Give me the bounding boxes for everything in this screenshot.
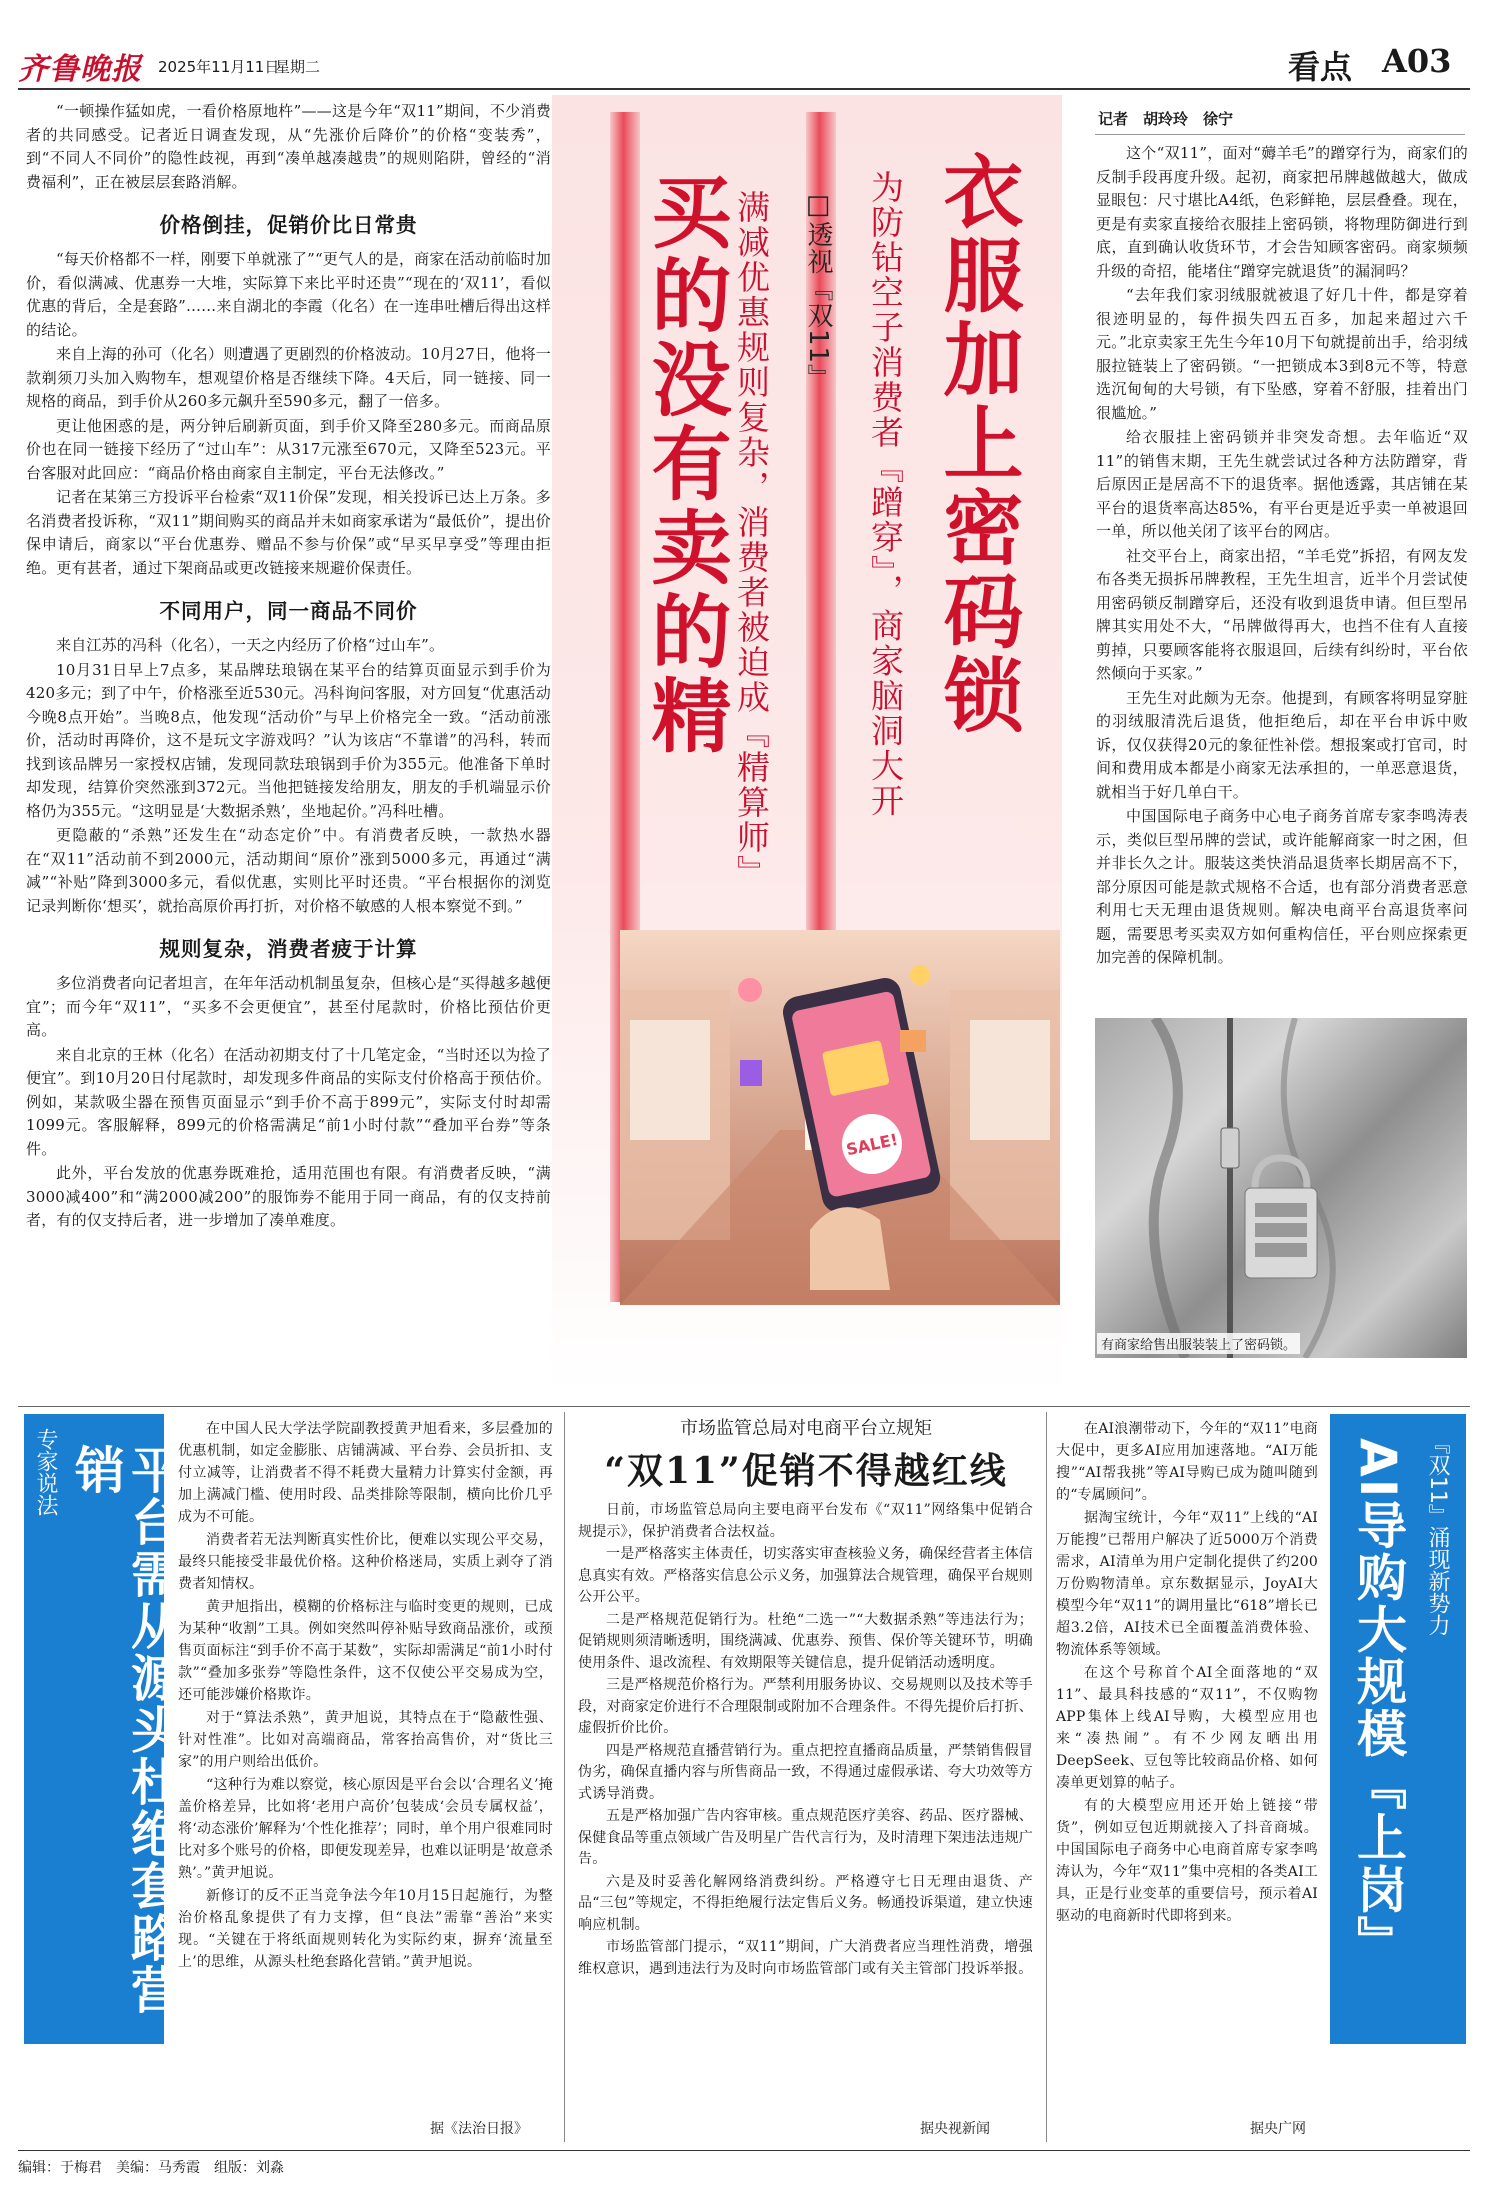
subhead-different-users: 不同用户，同一商品不同价: [159, 599, 418, 623]
right-article: [1096, 142, 1468, 971]
expert-label: 专家说法: [33, 1428, 58, 1516]
subhead-price-inversion: 价格倒挂，促销价比日常贵: [159, 213, 418, 237]
body-paragraph: 来自北京的王林（化名）在活动初期支付了十几笔定金，“当时还以为捡了便宜”。到10月20日付尾款时，却发现多件商品的实际支付价格高于预估价。例如，某款吸尘器在预售页面显示“到手价不高于899元”，实际支付时却需1099元。客服解释，899元的价格需满足“前1小时付款”“叠加平台券”等条件。: [26, 1045, 551, 1158]
expert-source: 据《法治日报》: [430, 2121, 528, 2137]
regulation-kicker: 市场监管总局对电商平台立规矩: [680, 1418, 932, 1439]
footer-credits: 编辑：于梅君 美编：马秀霞 组版：刘淼: [18, 2160, 284, 2176]
left-article: [26, 100, 551, 1234]
expert-article: [178, 1418, 553, 1974]
body-paragraph: 中国国际电子商务中心电子商务首席专家李鸣涛表示，类似巨型吊牌的尝试，或许能解商家一时之困，但并非长久之计。服装这类快消品退货率长期居高不下，部分原因可能是款式规格不合适，也有部分消费者恶意利用七天无理由退货规则。解决电商平台高退货率问题，需要思考买卖双方如何重构信任，平台则应探索更加完善的保障机制。: [1096, 807, 1468, 966]
ai-title: AI导购大规模『上岗』: [1349, 1438, 1407, 1968]
body-paragraph: 这个“双11”，面对“薅羊毛”的蹭穿行为，商家们的反制手段再度升级。起初，商家把吊牌越做越大，做成显眼包：尺寸堪比A4纸，色彩鲜艳，层层叠叠。现在，更是有卖家直接给衣服挂上密码锁，将物理防御进行到底，直到确认收货环节，才会告知顾客密码。商家频频升级的奇招，能堵住“蹭穿完就退货”的漏洞吗？: [1096, 144, 1468, 280]
intro-paragraph: “一顿操作猛如虎，一看价格原地杵”——这是今年“双11”期间，不少消费者的共同感受。记者近日调查发现，从“先涨价后降价”的价格“变装秀”，到“不同人不同价”的隐性歧视，再到“凑单越凑越贵”的规则陷阱，曾经的“消费福利”，正在被层层套路消解。: [26, 102, 551, 191]
body-paragraph: 更隐蔽的“杀熟”还发生在“动态定价”中。有消费者反映，一款热水器在“双11”活动前不到2000元，活动期间“原价”涨到5000多元，再通过“满减”“补贴”降到3000多元，看似优惠，实则比平时还贵。“平台根据你的浏览记录判断你‘想买’，就抬高原价再打折，对价格不敏感的人根本察觉不到。”: [26, 826, 551, 915]
feature-subheadline-left: 满减优惠规则复杂，消费者被迫成『精算师』: [732, 190, 771, 890]
body-paragraph: 消费者若无法判断真实性价比，便难以实现公平交易，最终只能接受非最优价格。这种价格迷局，实质上剥夺了消费者知情权。: [178, 1532, 553, 1592]
regulation-source: 据央视新闻: [920, 2121, 990, 2137]
body-paragraph: 来自上海的孙可（化名）则遭遇了更剧烈的价格波动。10月27日，他将一款剃须刀头加入购物车，想观望价格是否继续下降。4天后，同一链接、同一规格的商品，到手价从260多元飙升至590多元，翻了一倍多。: [26, 345, 551, 410]
body-paragraph: 黄尹旭指出，模糊的价格标注与临时变更的规则，已成为某种“收割”工具。例如突然叫停补贴导致商品涨价，或预售页面标注“到手价不高于某数”，实际却需满足“前1小时付款”“叠加多张券”等隐性条件，这不仅使公平交易成为空，还可能涉嫌价格欺诈。: [178, 1599, 553, 1703]
body-paragraph: 记者在某第三方投诉平台检索“双11价保”发现，相关投诉已达上万条。多名消费者投诉称，“双11”期间购买的商品并未如商家承诺为“最低价”，提出价保申请后，商家以“平台优惠券、赠品不参与价保”或“早买早享受”等理由拒绝。更有甚者，通过下架商品或更改链接来规避价保责任。: [26, 488, 551, 577]
masthead: 齐鲁晚报: [18, 52, 142, 87]
ai-article: [1056, 1418, 1318, 1928]
body-paragraph: 日前，市场监管总局向主要电商平台发布《“双11”网络集中促销合规提示》，保护消费者合法权益。: [578, 1502, 1033, 1540]
body-paragraph: 五是严格加强广告内容审核。重点规范医疗美容、药品、医疗器械、保健食品等重点领域广告及明星广告代言行为，及时清理下架违法违规广告。: [578, 1808, 1033, 1867]
body-paragraph: 社交平台上，商家出招，“羊毛党”拆招，有网友发布各类无损拆吊牌教程，王先生坦言，近半个月尝试使用密码锁反制蹭穿后，还没有收到退货申请。但巨型吊牌其实用处不大，“吊牌做得再大，也挡不住有人直接剪掉，只要顾客能将衣服退回，后续有纠纷时，平台依然倾向于买家。”: [1096, 546, 1468, 682]
byline: 记者 胡玲玲 徐宁: [1098, 110, 1234, 128]
jacket-lock-photo: [1095, 1018, 1467, 1358]
ai-panel: [1330, 1414, 1466, 2044]
mall-scene-svg: [620, 930, 1060, 1305]
body-paragraph: 多位消费者向记者坦言，在年年活动机制虽复杂，但核心是“买得越多越便宜”；而今年“双11”，“买多不会更便宜”，甚至付尾款时，价格比预估价更高。: [26, 974, 551, 1039]
regulation-article: [578, 1500, 1033, 1981]
body-paragraph: 此外，平台发放的优惠券既难抢，适用范围也有限。有消费者反映，“满3000减400”和“满2000减200”的服饰券不能用于同一商品，有的仅支持前者，有的仅支持后者，进一步增加了凑单难度。: [26, 1164, 551, 1229]
body-paragraph: 市场监管部门提示，“双11”期间，广大消费者应当理性消费，增强维权意识，遇到违法行为及时向市场监管部门或有关主管部门投诉举报。: [578, 1939, 1033, 1977]
shopping-illustration: [620, 930, 1060, 1305]
body-paragraph: 新修订的反不正当竞争法今年10月15日起施行，为整治价格乱象提供了有力支撑，但“良法”需靠“善治”来实现。“关键在于将纸面规则转化为实际约束，摒弃‘流量至上’的思维，从源头杜绝套路化营销。”黄尹旭说。: [178, 1888, 553, 1970]
body-paragraph: “每天价格都不一样，刚要下单就涨了”“更气人的是，商家在活动前临时加价，看似满减、优惠券一大堆，实际算下来比平时还贵”“现在的‘双11’，看似优惠的背后，全是套路”……来自湖北的李霞（化名）在一连串吐槽后得出这样的结论。: [26, 250, 551, 339]
body-paragraph: 在中国人民大学法学院副教授黄尹旭看来，多层叠加的优惠机制，如定金膨胀、店铺满减、平台券、会员折扣、支付立减等，让消费者不得不耗费大量精力计算实付金额，再加上满减门槛、使用时段、品类排除等限制，横向比价几乎成为不可能。: [178, 1421, 553, 1525]
feature-subheadline-right: 为防钻空子消费者『蹭穿』，商家脑洞大开: [866, 170, 905, 819]
body-paragraph: 在AI浪潮带动下，今年的“双11”电商大促中，更多AI应用加速落地。“AI万能搜”“AI帮我挑”等AI导购已成为随叫随到的“专属顾问”。: [1056, 1421, 1318, 1503]
issue-weekday: 星期二: [275, 58, 321, 76]
subhead-complex-rules: 规则复杂，消费者疲于计算: [159, 937, 418, 961]
body-paragraph: 对于“算法杀熟”，黄尹旭说，其特点在于“隐蔽性强、针对性准”。比如对高端商品，常客抬高售价，对“货比三家”的用户则给出低价。: [178, 1710, 553, 1770]
feature-headline-left: 买的没有卖的精: [638, 170, 732, 758]
padlock-icon: [1095, 1018, 1467, 1358]
body-paragraph: “去年我们家羽绒服就被退了好几十件，都是穿着很迹明显的，每件损失四五百多，加起来超过六千元。”北京卖家王先生今年10月下旬就提前出手，给羽绒服拉链装上了密码锁。“一把锁成本3到8元不等，特意选沉甸甸的大号锁，有下坠感，穿着不舒服，挂着出门很尴尬。”: [1096, 286, 1468, 422]
page-number: A03: [1382, 42, 1452, 80]
ai-kicker: 『双11』涌现新势力: [1425, 1432, 1450, 1636]
regulation-title: “双11”促销不得越红线: [604, 1450, 1008, 1492]
body-paragraph: 更让他困惑的是，两分钟后刷新页面，到手价又降至280多元。而商品原价也在同一链接下经历了“过山车”：从317元涨至670元，又降至523元。平台客服对此回应：“商品价格由商家自主制定，平台无法修改。”: [26, 416, 551, 482]
body-paragraph: 有的大模型应用还开始上链接“带货”，例如豆包近期就接入了抖音商城。中国国际电子商务中心电商首席专家李鸣涛认为，今年“双11”集中亮相的各类AI工具，正是行业变革的重要信号，预示着AI驱动的电商新时代即将到来。: [1056, 1798, 1318, 1924]
body-paragraph: 在这个号称首个AI全面落地的“双11”、最具科技感的“双11”，不仅购物APP集体上线AI导购，大模型应用也来“凑热闹”。有不少网友晒出用DeepSeek、豆包等比较商品价格、如何凑单更划算的帖子。: [1056, 1665, 1318, 1791]
body-paragraph: 10月31日早上7点多，某品牌珐琅锅在某平台的结算页面显示到手价为420多元；到了中午，价格涨至近530元。冯科询问客服，对方回复“优惠活动今晚8点开始”。当晚8点，他发现“活动价”与早上价格完全一致。“活动前涨价，活动时再降价，这不是玩文字游戏吗？”认为该店“不靠谱”的冯科，转而找到该品牌另一家授权店铺，发现同款珐琅锅到手价为355元。他准备下单时却发现，结算价突然涨到372元。当他把链接发给朋友，朋友的手机端显示价格仍为355元。“这明显是‘大数据杀熟’，坐地起价。”冯科吐槽。: [26, 660, 551, 820]
body-paragraph: 三是严格规范价格行为。严禁利用服务协议、交易规则以及技术等手段，对商家定价进行不合理限制或附加不合理条件。不得先提价后打折、虚假折价比价。: [578, 1677, 1033, 1736]
column-label: □透视『双11』: [803, 190, 833, 392]
feature-headline-right: 衣服加上密码锁: [930, 150, 1024, 738]
body-paragraph: 据淘宝统计，今年“双11”上线的“AI万能搜”已帮用户解决了近5000万个消费需求，AI清单为用户定制化提供了约200万份购物清单。京东数据显示，JoyAI大模型今年“双11”的调用量比“618”增长已超3.2倍，AI技术已全面覆盖消费体验、物流体系等领域。: [1056, 1510, 1318, 1658]
body-paragraph: 六是及时妥善化解网络消费纠纷。严格遵守七日无理由退货、产品“三包”等规定，不得拒绝履行法定售后义务。畅通投诉渠道，建立快速响应机制。: [578, 1873, 1033, 1933]
photo-caption: 有商家给售出服装装上了密码锁。: [1097, 1333, 1300, 1354]
sale-label: SALE!: [844, 1129, 900, 1160]
body-paragraph: 四是严格规范直播营销行为。重点把控直播商品质量，严禁销售假冒伪劣，确保直播内容与所售商品一致，不得通过虚假承诺、夸大功效等方式诱导消费。: [578, 1742, 1033, 1802]
body-paragraph: 王先生对此颇为无奈。他提到，有顾客将明显穿脏的羽绒服清洗后退货，他拒绝后，却在平台申诉中败诉，仅仅获得20元的象征性补偿。想报案或打官司，时间和费用成本都是小商家无法承担的，一单恶意退货，就相当于好几单白干。: [1096, 688, 1468, 801]
body-paragraph: “这种行为难以察觉，核心原因是平台会以‘合理名义’掩盖价格差异，比如将‘老用户高价’包装成‘会员专属权益’，将‘动态涨价’解释为‘个性化推荐’；同时，单个用户很难同时比对多个账号的价格，即便发现差异，也难以证明是‘故意杀熟’。”黄尹旭说。: [178, 1777, 553, 1881]
body-paragraph: 二是严格规范促销行为。杜绝“二选一”“大数据杀熟”等违法行为；促销规则须清晰透明，围绕满减、优惠券、预售、保价等关键环节，明确使用条件、退改流程、有效期限等关键信息，提升促销活动透明度。: [578, 1611, 1033, 1671]
section-name: 看点: [1288, 48, 1353, 86]
expert-panel: [24, 1414, 181, 2044]
body-paragraph: 一是严格落实主体责任，切实落实审查核验义务，确保经营者主体信息真实有效。严格落实信息公示义务，加强算法合规管理，确保平台规则公开公平。: [578, 1546, 1033, 1605]
issue-date: 2025年11月11日: [158, 58, 280, 76]
ai-source: 据央广网: [1250, 2121, 1306, 2137]
body-paragraph: 给衣服挂上密码锁并非突发奇想。去年临近“双11”的销售末期，王先生就尝试过各种方法防蹭穿，背后原因正是居高不下的退货率。据他透露，其店铺在某平台的退货率高达85%，有平台更是近乎卖一单被退回一单，所以他关闭了该平台的网店。: [1096, 428, 1468, 540]
expert-title: 平台需从源头杜绝套路营销: [67, 1444, 181, 2016]
body-paragraph: 来自江苏的冯科（化名），一天之内经历了价格“过山车”。: [56, 636, 445, 654]
